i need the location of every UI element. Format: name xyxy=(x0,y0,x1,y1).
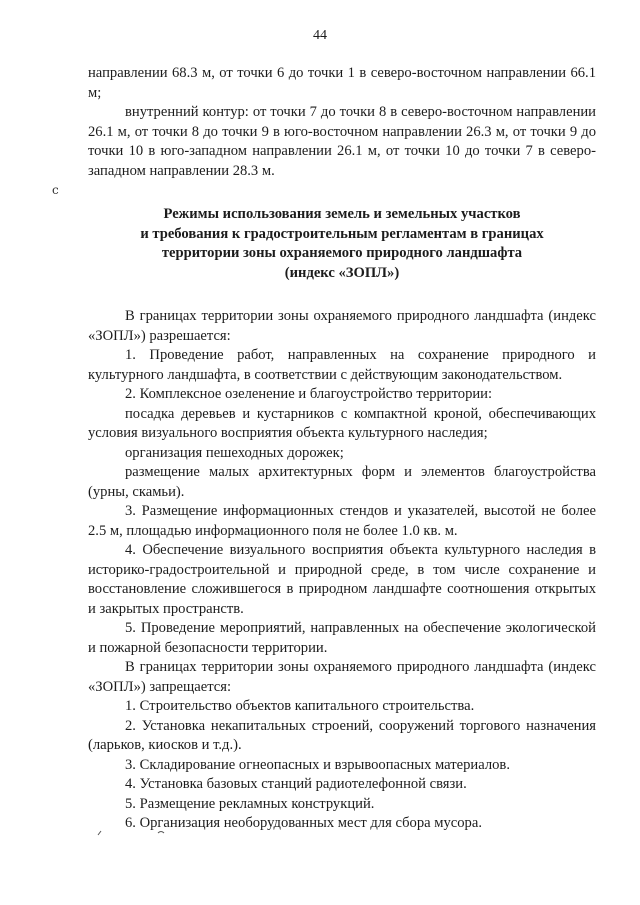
list-item-permitted-2: 2. Комплексное озеленение и благоустройство территории: xyxy=(125,386,493,402)
paragraph-inner-contour: внутренний контур: от точки 7 до точки 8 в северо-восточном направлении 26.1 м, от точки 8 до точки 9 в юго-восточном направлении 26.3 м, от точки 9 до точки 10 в юго-западном направлении 26.1 м, от точки 10 до точки 7 в северо-западном направлении 28.3 м. xyxy=(88,104,596,179)
list-item-prohibited-4: 4. Установка базовых станций радиотелефонной связи. xyxy=(125,776,467,792)
sub-item-small-forms: размещение малых архитектурных форм и элементов благоустройства (урны, скамьи). xyxy=(88,464,596,500)
heading-line: Режимы использования земель и земельных участков xyxy=(163,206,521,222)
list-item-prohibited-2: 2. Установка некапитальных строений, сооружений торгового назначения (ларьков, киосков и т.д.). xyxy=(88,717,596,753)
scan-artifact-icon xyxy=(96,826,176,838)
list-item-prohibited-3: 3. Складирование огнеопасных и взрывоопасных материалов. xyxy=(125,756,510,773)
list-item-permitted-1: 1. Проведение работ, направленных на сохранение природного и культурного ландшафта, в соответствии с действующим законодательством. xyxy=(88,347,596,383)
list-item-prohibited-5: 5. Размещение рекламных конструкций. xyxy=(125,795,375,812)
paragraph-continuation: направлении 68.3 м, от точки 6 до точки 1 в северо-восточном направлении 66.1 м; xyxy=(88,65,596,101)
section-heading xyxy=(88,205,596,283)
scan-artifact-marks xyxy=(96,826,176,841)
list-item-permitted-5: 5. Проведение мероприятий, направленных на обеспечение экологической и пожарной безопасности территории. xyxy=(88,620,596,656)
document-body xyxy=(88,64,596,834)
heading-line: (индекс «ЗОПЛ») xyxy=(284,264,400,281)
list-item-permitted-4: 4. Обеспечение визуального восприятия объекта культурного наследия в историко-градостроительной и природной среде, в том числе сохранение и восстановление сложившегося в природном ландшафте соотношения открытых и закрытых пространств. xyxy=(88,542,596,617)
paragraph-permitted-intro: В границах территории зоны охраняемого природного ландшафта (индекс «ЗОПЛ») разрешается: xyxy=(88,308,596,344)
sub-item-paths: организация пешеходных дорожек; xyxy=(125,444,344,461)
heading-line: и требования к градостроительным регламентам в границах xyxy=(140,225,544,242)
margin-pen-mark: ⅽ xyxy=(52,183,59,197)
list-item-prohibited-1: 1. Строительство объектов капитального строительства. xyxy=(125,698,475,714)
list-item-prohibited-6: 6. Организация необорудованных мест для сбора мусора. xyxy=(125,815,482,831)
sub-item-planting: посадка деревьев и кустарников с компактной кроной, обеспечивающих условия визуального восприятия объекта культурного наследия; xyxy=(88,405,596,441)
heading-line: территории зоны охраняемого природного ландшафта xyxy=(161,245,523,261)
page-number: 44 xyxy=(313,28,327,43)
paragraph-prohibited-intro: В границах территории зоны охраняемого природного ландшафта (индекс «ЗОПЛ») запрещается: xyxy=(88,659,596,695)
list-item-permitted-3: 3. Размещение информационных стендов и указателей, высотой не более 2.5 м, площадью информационного поля не более 1.0 кв. м. xyxy=(88,503,596,539)
